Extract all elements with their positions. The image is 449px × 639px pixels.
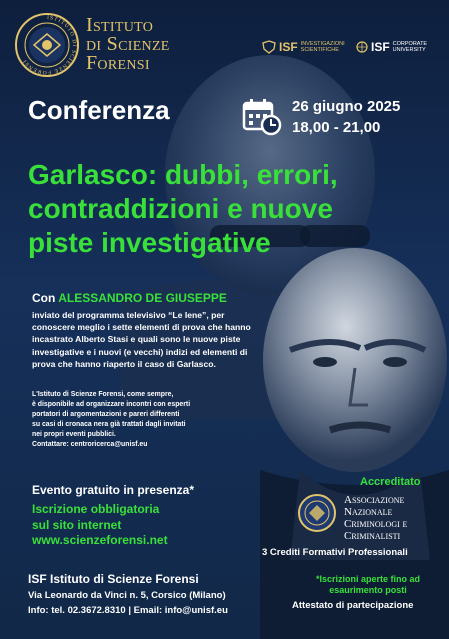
- speaker-name: ALESSANDRO DE GIUSEPPE: [58, 291, 227, 305]
- ancri-seal-logo: [297, 493, 337, 533]
- globe-icon: [356, 41, 368, 53]
- registration-note: Iscrizione obbligatoria sul sito internet: [32, 502, 160, 532]
- accredited-label: Accreditato: [360, 476, 421, 488]
- registration-limit-note: *Iscrizioni aperte fino ad esaurimento posti: [315, 574, 421, 595]
- event-date: 26 giugno 2025: [292, 98, 401, 115]
- organizer-contacts: Info: tel. 02.3672.8310 | Email: info@unisf.eu: [28, 605, 228, 616]
- free-event-label: Evento gratuito in presenza*: [32, 483, 195, 497]
- partner-isf-investigazioni: ISF INVESTIGAZIONI SCIENTIFICHE: [262, 40, 345, 54]
- organizer-name: ISF Istituto di Scienze Forensi: [28, 572, 199, 586]
- organizer-address: Via Leonardo da Vinci n. 5, Corsico (Milano): [28, 590, 226, 601]
- speaker-description: inviato del programma televisivo “Le Iene”, per conoscere meglio i sette elementi di prova che hanno incastrato Alberto Stasi e quali sono le nuove piste investigative e i nuovi (e vecchi) indizi ed elementi di prova che hanno riaperto il caso di Garlasco.: [32, 310, 251, 369]
- calendar-clock-icon: [242, 98, 282, 136]
- isf-seal-logo: [14, 12, 80, 78]
- association-name: Associazione Nazionale Criminologi e Criminalisti: [344, 494, 408, 542]
- website-link[interactable]: www.scienzeforensi.net: [32, 533, 168, 547]
- credits-label: 3 Crediti Formativi Professionali: [262, 547, 408, 558]
- brand-name: Istituto di Scienze Forensi: [86, 14, 170, 74]
- svg-text:ISTITUTO DI SCIENZE FORENSI: ISTITUTO DI SCIENZE FORENSI: [21, 14, 78, 76]
- speaker-line: Con ALESSANDRO DE GIUSEPPE: [32, 291, 227, 305]
- about-isf-text: L'Istituto di Scienze Forensi, come sempre, è disponibile ad organizzare incontri con esperti portatori di argomentazioni e pareri differenti su casi di cronaca nera già trattati dagli invitati nei propri eventi pubblici. Contattare: centroricerca@unisf.eu: [32, 390, 232, 450]
- certificate-label: Attestato di partecipazione: [292, 600, 414, 611]
- contact-email: Contattare: centroricerca@unisf.eu: [32, 441, 148, 448]
- event-time: 18,00 - 21,00: [292, 119, 381, 136]
- shield-icon: [262, 40, 276, 54]
- partner-isf-corporate: ISF CORPORATE UNIVERSITY: [356, 40, 427, 54]
- event-type-label: Conferenza: [28, 95, 170, 125]
- event-title: Garlasco: dubbi, errori, contraddizioni e nuove piste investigative: [28, 159, 338, 258]
